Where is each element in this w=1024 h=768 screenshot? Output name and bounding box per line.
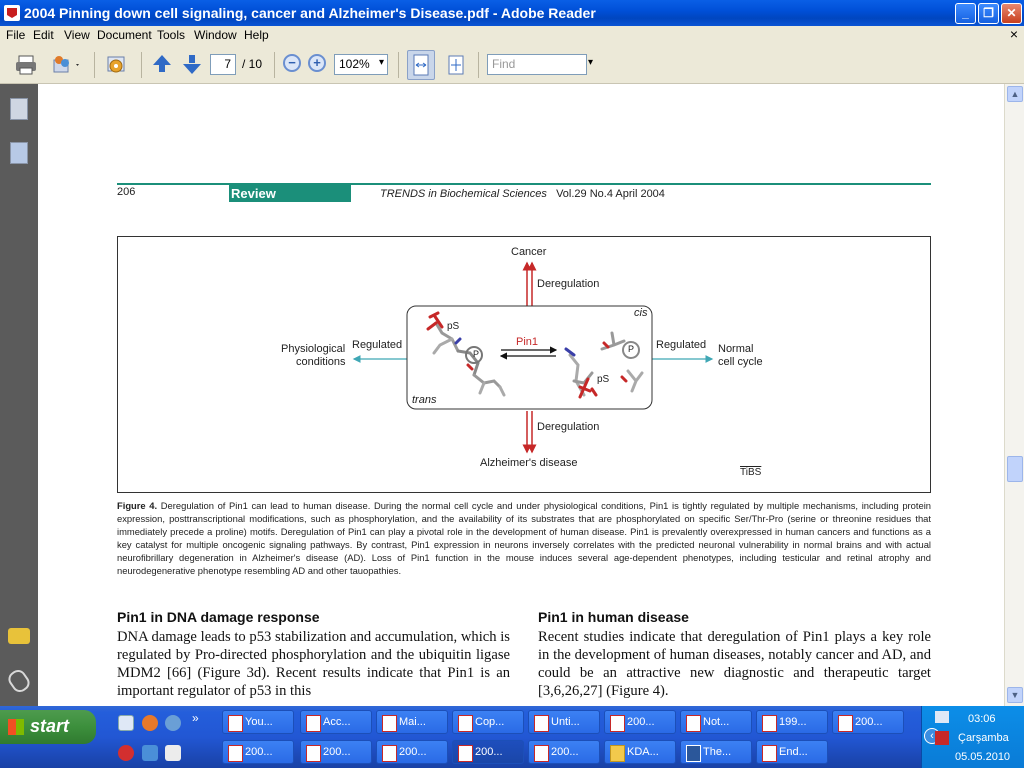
label-alzheimers: Alzheimer's disease xyxy=(480,457,578,469)
window-title: 2004 Pinning down cell signaling, cancer and Alzheimer's Disease.pdf - Adobe Reader xyxy=(24,5,596,21)
task-button[interactable]: Unti... xyxy=(528,710,600,734)
journal-name: TRENDS in Biochemical Sciences xyxy=(380,188,547,200)
previous-page-button[interactable] xyxy=(150,54,174,76)
menu-bar xyxy=(0,26,1024,44)
tray-expand-button[interactable]: ‹ xyxy=(924,728,940,744)
chevron-down-icon: ▾ xyxy=(378,57,384,68)
task-button[interactable]: 200... xyxy=(300,740,372,764)
scroll-thumb[interactable] xyxy=(1007,456,1023,482)
attachment-icon[interactable] xyxy=(5,667,32,695)
task-button[interactable]: 200... xyxy=(604,710,676,734)
task-button[interactable]: Mai... xyxy=(376,710,448,734)
arrow-down-icon xyxy=(183,64,201,74)
zoom-out-icon: − xyxy=(283,54,301,72)
label-p-right: P xyxy=(628,344,635,354)
menu-window[interactable]: Window xyxy=(194,28,237,42)
fit-page-icon xyxy=(444,54,468,76)
column-right xyxy=(538,608,931,700)
clock-date: 05.05.2010 xyxy=(955,751,1011,763)
caption-text: Deregulation of Pin1 can lead to human disease. During the normal cell cycle and under physiological conditions, Pin1 is tightly regulated by multiple mechanisms, including protein expression, posttranscriptional modifications, such as phosphorylation, and the availability of its substrates that are phosphorylated on specific Ser/Thr-Pro (serine or threonine residues that immediately precede a proline) motifs. Deregulation of Pin1 can play a pivotal role in the development of human disease. Pin1 is prevalently overexpressed in human cancers and functions as a key catalyst for multiple oncogenic signaling pathways. By contrast, Pin1 expression in neurons inversely correlates with the predicted neuronal vulnerability in normal brains and with actual neurofibrillary degeneration in Alzheimer's disease (AD). Loss of Pin1 function in the mouse induces several age-dependent phenotypes, including testicular and retinal atrophy and neurodegenerative phenotype resembling AD and other tauopathies. xyxy=(117,500,932,577)
zoom-in-icon: + xyxy=(308,54,326,72)
label-physiological: Physiological xyxy=(281,343,346,355)
paragraph-human-disease: Recent studies indicate that deregulation of Pin1 plays a key role in the development of human diseases, notably cancer and AD, and could be an attractive new diagnostic and therapeutic target [3,6,26,27] (Figure 4). xyxy=(538,629,931,699)
label-cell-cycle: cell cycle xyxy=(718,356,763,368)
start-button[interactable]: start xyxy=(0,710,96,744)
menu-file[interactable]: File xyxy=(6,28,26,42)
comments-icon[interactable] xyxy=(8,628,30,644)
opera-icon[interactable] xyxy=(118,745,134,761)
zoom-in-button[interactable] xyxy=(308,54,332,76)
isomer-box xyxy=(407,306,652,409)
print-button[interactable] xyxy=(14,54,38,76)
adobe-reader-icon xyxy=(4,5,20,21)
task-button[interactable]: 200... xyxy=(376,740,448,764)
figure-caption xyxy=(117,499,931,578)
share-button[interactable] xyxy=(50,54,74,76)
label-deregulation-top: Deregulation xyxy=(537,278,600,290)
document-close-button[interactable]: × xyxy=(1009,26,1018,42)
label-p-left: P xyxy=(473,349,480,359)
section-tag: Review xyxy=(229,185,351,202)
vertical-scrollbar[interactable] xyxy=(1004,84,1024,706)
tibs-logo: TiBS xyxy=(740,467,762,478)
security-tray-icon[interactable] xyxy=(935,731,949,745)
page-number-input[interactable]: 7 xyxy=(210,54,236,75)
menu-tools[interactable]: Tools xyxy=(157,28,186,42)
title-bar xyxy=(0,0,1024,26)
heading-dna-damage: Pin1 in DNA damage response xyxy=(117,609,320,625)
menu-edit[interactable]: Edit xyxy=(33,28,54,42)
system-tray xyxy=(921,706,1024,768)
minimize-button[interactable]: _ xyxy=(955,3,976,24)
settings-button[interactable] xyxy=(104,54,128,76)
gear-icon xyxy=(104,54,128,76)
menu-view[interactable]: View xyxy=(64,28,90,42)
label-ps-left: pS xyxy=(447,321,460,332)
network-icon[interactable] xyxy=(142,745,158,761)
label-cancer: Cancer xyxy=(511,246,547,258)
caption-label: Figure 4. xyxy=(117,500,158,511)
bookmarks-icon[interactable] xyxy=(10,142,28,164)
label-deregulation-bottom: Deregulation xyxy=(537,421,600,433)
task-button[interactable]: 200... xyxy=(222,740,294,764)
find-input[interactable]: Find xyxy=(487,54,587,75)
task-button[interactable]: 200... xyxy=(528,740,600,764)
document-view[interactable] xyxy=(38,84,1004,706)
menu-document[interactable]: Document xyxy=(97,28,152,42)
taskbar xyxy=(0,706,1024,768)
task-button[interactable]: KDA... xyxy=(604,740,676,764)
next-page-button[interactable] xyxy=(180,54,204,76)
toolbar xyxy=(0,44,1024,84)
app-quicklaunch-icon[interactable] xyxy=(165,715,181,731)
task-button-active[interactable]: 200... xyxy=(452,740,524,764)
label-regulated-right: Regulated xyxy=(656,339,707,351)
show-desktop-icon[interactable] xyxy=(118,715,134,731)
task-button[interactable]: Cop... xyxy=(452,710,524,734)
arrow-up-icon xyxy=(153,55,171,65)
fit-width-button[interactable] xyxy=(407,50,435,80)
journal-header xyxy=(380,188,665,200)
heading-human-disease: Pin1 in human disease xyxy=(538,609,689,625)
clock-day: Çarşamba xyxy=(958,732,1009,744)
journal-issue: Vol.29 No.4 April 2004 xyxy=(556,188,665,200)
zoom-out-button[interactable] xyxy=(283,54,307,76)
column-left xyxy=(117,608,510,700)
network-tray-icon[interactable] xyxy=(935,711,949,723)
label-pin1: Pin1 xyxy=(516,336,539,348)
task-button[interactable]: You... xyxy=(222,710,294,734)
task-button[interactable]: 200... xyxy=(832,710,904,734)
quicklaunch-more[interactable]: » xyxy=(192,711,199,725)
scroll-up-button[interactable]: ▲ xyxy=(1007,86,1023,102)
print-icon xyxy=(14,54,38,76)
task-button[interactable]: End... xyxy=(756,740,828,764)
task-button[interactable]: Not... xyxy=(680,710,752,734)
restore-button[interactable]: ❐ xyxy=(978,3,999,24)
zoom-value: 102% xyxy=(339,57,370,71)
task-button[interactable]: Acc... xyxy=(300,710,372,734)
label-ps-right: pS xyxy=(597,374,610,385)
share-icon xyxy=(50,54,80,76)
label-regulated-left: Regulated xyxy=(352,339,403,351)
firefox-icon[interactable] xyxy=(142,715,158,731)
find-dropdown-icon[interactable]: ▾ xyxy=(588,57,594,68)
page-number: 206 xyxy=(117,186,136,198)
fit-page-button[interactable] xyxy=(444,54,468,76)
page-total: / 10 xyxy=(242,57,263,71)
scroll-down-button[interactable]: ▼ xyxy=(1007,687,1023,703)
task-button[interactable]: 199... xyxy=(756,710,828,734)
navigation-panel xyxy=(0,84,38,706)
task-button[interactable]: The... xyxy=(680,740,752,764)
label-conditions: conditions xyxy=(296,356,346,368)
fit-width-icon xyxy=(408,51,434,79)
close-button[interactable]: ✕ xyxy=(1001,3,1022,24)
paragraph-dna-damage: DNA damage leads to p53 stabilization and accumulation, which is regulated by Pro-directed phosphorylation and the ubiquitin ligase MDM2 [66] (Figure 3d). Recent results indicate that Pin1 is an important regulator of p53 in this xyxy=(117,629,510,699)
figure-4 xyxy=(117,236,931,493)
label-trans: trans xyxy=(412,394,437,406)
label-normal: Normal xyxy=(718,343,754,355)
calculator-icon[interactable] xyxy=(165,745,181,761)
figure-diagram xyxy=(118,237,932,494)
pages-icon[interactable] xyxy=(10,98,28,120)
clock-time[interactable]: 03:06 xyxy=(968,713,996,725)
zoom-select[interactable] xyxy=(334,54,388,75)
menu-help[interactable]: Help xyxy=(244,28,269,42)
label-cis: cis xyxy=(634,307,648,319)
